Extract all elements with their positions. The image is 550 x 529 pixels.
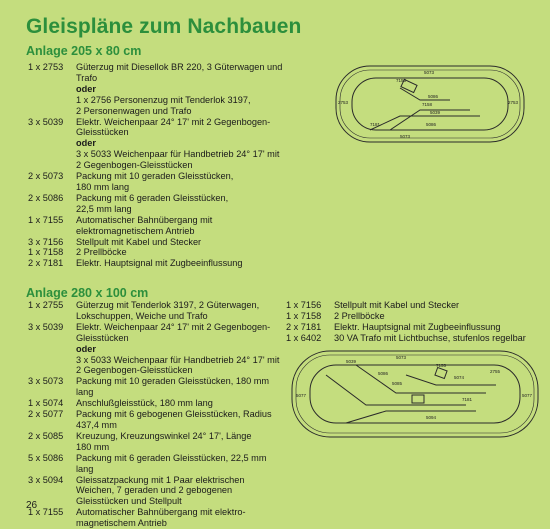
label-7155: 7155 [396,78,407,83]
description-line: elektromagnetischem Antrieb [76,225,195,236]
description-line: Weichen, 7 geraden und 2 gebogenen [76,485,233,496]
parts-list-item [28,507,283,529]
label-5073: 5073 [396,355,407,360]
item-quantity: 3 x 5039 [28,321,64,332]
siding-track [346,411,476,423]
description-line: Trafo [76,72,98,83]
item-description [76,398,283,409]
parts-list-item [28,322,283,344]
label-7158: 7158 [422,102,433,107]
description-line: 180 mm [76,441,110,452]
item-quantity: 2 x 7181 [28,258,64,269]
alternative-label: oder [76,138,96,149]
description-line: Gleisstücken und Stellpult [76,496,182,507]
item-description [334,311,548,322]
parts-list-item [28,138,288,171]
parts-list-item [286,333,548,344]
description-line: 3 x 5033 Weichenpaar für Handbetrieb 24° 17' mit [76,149,280,160]
level-crossing [435,368,447,379]
description-line: lang [76,463,94,474]
parts-list-item [28,453,283,475]
outer-loop-sleepers [296,355,534,433]
description-line: Automatischer Bahnübergang mit [76,214,213,225]
item-description [76,62,288,84]
parts-list-item [28,193,288,215]
engine-shed [412,395,424,403]
description-line: Gleissatzpackung mit 1 Paar elektrischen [76,474,245,485]
description-line: Güterzug mit Diesellok BR 220, 3 Güterwagen und [76,62,283,72]
parts-list-item [28,62,288,84]
parts-list-item [286,322,548,333]
page-title: Gleispläne zum Nachbauen [26,15,302,38]
label-5094: 5094 [426,415,437,420]
item-quantity: 3 x 5073 [28,376,64,387]
label-5073-bottom: 5073 [400,134,411,139]
item-quantity: 2 x 5073 [28,171,64,182]
layout-1-heading: Anlage 205 x 80 cm [26,44,142,58]
parts-list-item [28,409,283,431]
description-line: Packung mit 6 geraden Gleisstücken, 22,5 mm [76,452,267,463]
description-line: 2 Prellböcke [76,247,127,258]
item-quantity: 3 x 5039 [28,116,64,127]
description-line: 2 Gegenbogen-Gleisstücken [76,365,193,376]
inner-loop-track [310,365,520,423]
description-line: 22,5 mm lang [76,203,132,214]
label-5085: 5085 [392,381,403,386]
description-line: 180 mm lang [76,181,130,192]
description-line: Packung mit 10 geraden Gleisstücken, 180 mm [76,376,270,387]
item-quantity: 1 x 6402 [286,332,322,343]
spur-track [406,375,496,385]
parts-list-item [286,300,548,311]
item-description [76,237,288,248]
item-description [76,507,283,529]
parts-list-item [28,300,283,322]
outer-loop-track [292,351,538,437]
description-line: Gleisstücken [76,127,129,138]
parts-list-item [28,258,288,269]
description-line: 30 VA Trafo mit Lichtbuchse, stufenlos regelbar [334,332,526,343]
description-line: Elektr. Weichenpaar 24° 17' mit 2 Gegenbogen- [76,321,271,332]
label-2753-right: 2753 [508,100,519,105]
item-quantity: 2 x 5077 [28,409,64,420]
item-quantity: 2 x 7181 [286,321,322,332]
parts-list-item [28,431,283,453]
item-description [76,453,283,475]
item-quantity: 1 x 7155 [28,507,64,518]
parts-list-item [28,398,283,409]
item-description [76,344,283,377]
diagonal-track [326,375,466,405]
item-description [76,171,288,193]
label-5077-right: 5077 [522,393,533,398]
item-description [76,117,288,139]
description-line: Packung mit 6 geraden Gleisstücken, [76,192,229,203]
item-quantity: 1 x 7158 [286,310,322,321]
layout-1-parts-list [28,62,288,269]
item-description [76,475,283,508]
item-description [76,322,283,344]
label-5039: 5039 [346,359,357,364]
item-description [334,300,548,311]
description-line: lang [76,387,94,398]
item-description [76,193,288,215]
description-line: Stellpult mit Kabel und Stecker [334,300,460,310]
alternative-label: oder [76,83,96,94]
label-2755: 2755 [490,369,501,374]
item-quantity: 3 x 7156 [28,236,64,247]
item-description [334,333,548,344]
description-line: Automatischer Bahnübergang mit elektro- [76,507,246,518]
label-5086-mid: 5086 [428,94,439,99]
description-line: Packung mit 6 gebogenen Gleisstücken, Radius [76,409,272,420]
label-5077-left: 5077 [296,393,307,398]
description-line: Anschlußgleisstück, 180 mm lang [76,398,213,409]
item-quantity [28,84,76,117]
parts-list-item [28,344,283,377]
parts-list-item [28,171,288,193]
layout-2-heading: Anlage 280 x 100 cm [26,286,149,300]
item-description [76,84,288,117]
alternative-label: oder [76,343,96,354]
description-line: 437,4 mm [76,419,117,430]
parts-list-item [28,237,288,248]
description-line: Elektr. Hauptsignal mit Zugbeeinflussung [76,258,243,269]
item-quantity: 1 x 2753 [28,62,64,72]
description-line: 2 Personenwagen und Trafo [76,105,192,116]
layout-2-track-plan [286,345,544,445]
description-line: 1 x 2756 Personenzug mit Tenderlok 3197, [76,94,251,105]
page-number: 26 [26,500,38,511]
item-description [76,247,288,258]
parts-list-item [28,376,283,398]
item-description [76,258,288,269]
description-line: 2 Gegenbogen-Gleisstücken [76,160,193,171]
description-line: Kreuzung, Kreuzungswinkel 24° 17', Länge [76,430,252,441]
parts-list-item [28,247,288,258]
layout-2-parts-list-left [28,300,283,529]
description-line: Packung mit 10 geraden Gleisstücken, [76,171,234,182]
item-quantity: 1 x 7158 [28,247,64,258]
parts-list-item [286,311,548,322]
item-description [76,300,283,322]
item-quantity: 2 x 5085 [28,430,64,441]
description-line: Elektr. Weichenpaar 24° 17' mit 2 Gegenbogen- [76,116,271,127]
description-line: Elektr. Hauptsignal mit Zugbeeinflussung [334,321,501,332]
item-quantity: 1 x 7156 [286,300,322,310]
label-5086-low: 5086 [426,122,437,127]
item-quantity: 1 x 7155 [28,214,64,225]
item-description [76,409,283,431]
label-7181: 7181 [462,397,473,402]
parts-list-item [28,117,288,139]
parts-list-item [28,84,288,117]
siding-track [370,116,480,130]
label-5073-top: 5073 [424,70,435,75]
description-line: magnetischem Antrieb [76,518,167,529]
item-quantity: 5 x 5086 [28,452,64,463]
description-line: 2 Prellböcke [334,310,385,321]
item-quantity: 1 x 2755 [28,300,64,310]
item-description [76,431,283,453]
item-description [76,376,283,398]
item-quantity [28,138,76,171]
item-quantity: 3 x 5094 [28,474,64,485]
layout-2-parts-list-right [286,300,548,344]
label-7155: 7155 [436,363,447,368]
item-quantity [28,344,76,377]
item-description [334,322,548,333]
description-line: Lokschuppen, Weiche und Trafo [76,310,208,321]
crossover-track [356,365,486,393]
label-5086: 5086 [378,371,389,376]
label-2753-left: 2753 [338,100,349,105]
layout-1-track-plan [330,60,530,150]
parts-list-item [28,215,288,237]
item-quantity: 1 x 5074 [28,398,64,409]
parts-list-item [28,475,283,508]
description-line: 3 x 5033 Weichenpaar für Handbetrieb 24° 17' mit [76,354,280,365]
label-5074: 5074 [454,375,465,380]
description-line: Stellpult mit Kabel und Stecker [76,236,202,247]
item-description [76,215,288,237]
description-line: Güterzug mit Tenderlok 3197, 2 Güterwagen, [76,300,260,310]
item-quantity: 2 x 5086 [28,192,64,203]
label-7181: 7181 [370,122,381,127]
item-description [76,138,288,171]
label-5039: 5039 [430,110,441,115]
description-line: Gleisstücken [76,332,129,343]
